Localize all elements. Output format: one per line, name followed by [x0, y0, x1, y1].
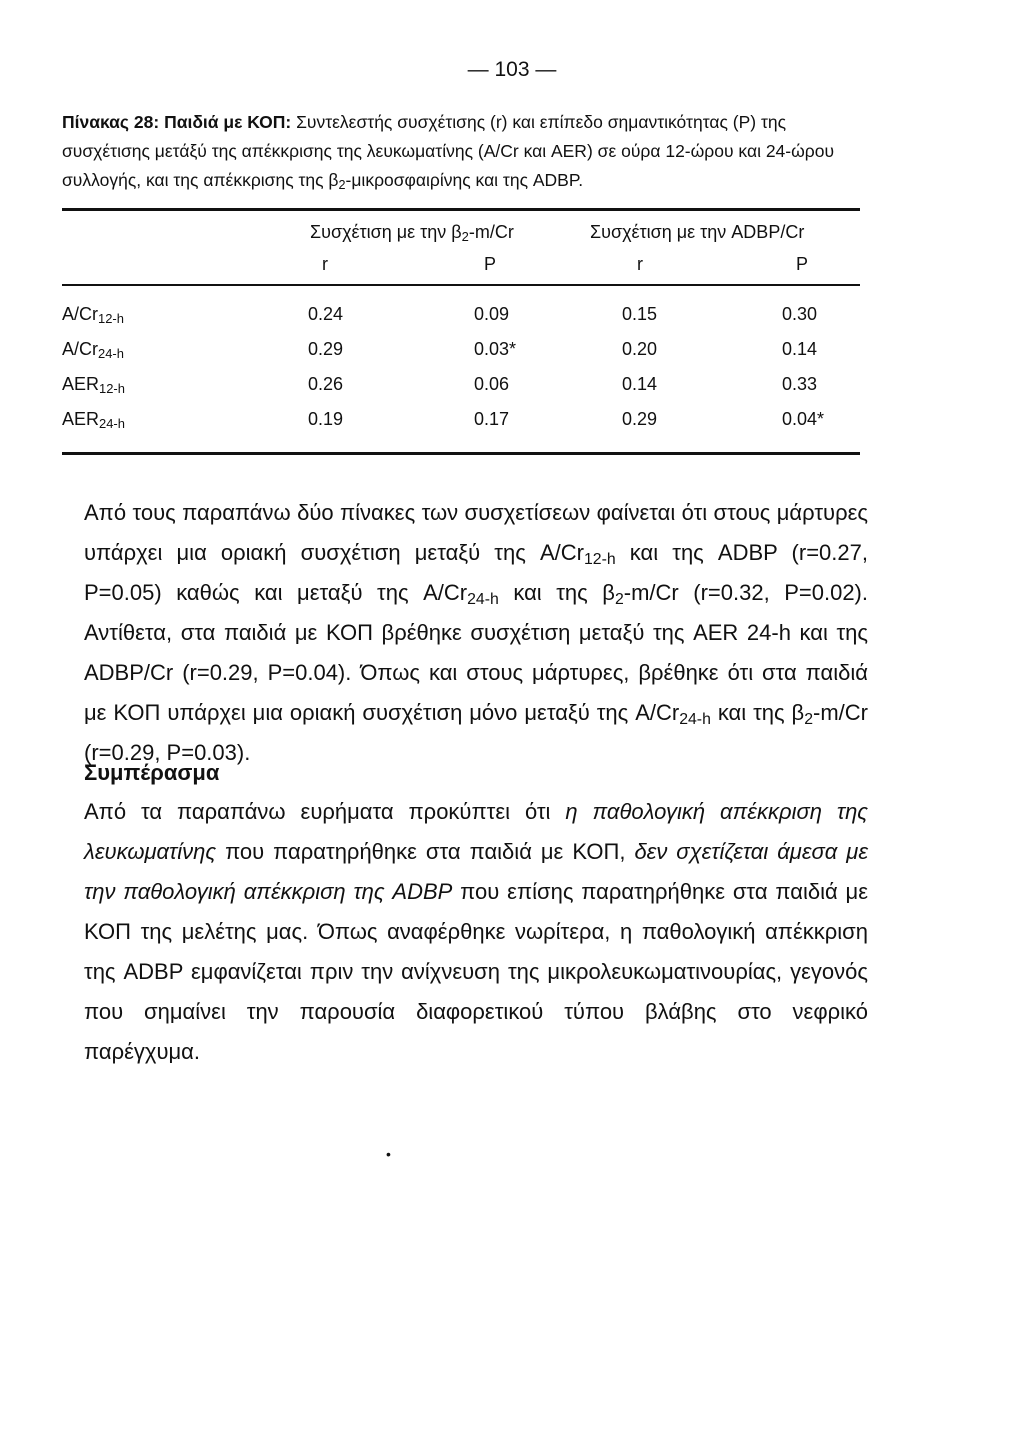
table-row: [62, 374, 860, 400]
header-group-adbp: Συσχέτιση με την ADBP/Cr: [590, 222, 805, 242]
cell-p-b2m: 0.17: [474, 409, 510, 429]
cell-p-b2m: 0.03*: [474, 339, 517, 359]
row-label: $A/Cr_{12-h}$: [62, 304, 124, 327]
table-bottom-rule: [62, 452, 860, 455]
header-group-b2m-sub: 2: [461, 229, 469, 245]
table-caption: [62, 108, 872, 195]
caption-text-end: -μικροσφαιρίνης και της ADBP.: [345, 170, 584, 190]
table-top-rule: [62, 208, 860, 211]
caption-text: Συντελεστής συσχέτισης (r) και επίπεδο σημαντικότητας (P) της συσχέτισης μετάξύ της απέκκρισης της λευκωματίνης (A/Cr και AER) σε ούρα 12-ώρου και 24-ώρου συλλογής, και της απέκκρισης της β: [62, 112, 835, 190]
cell-r-adbp: 0.15: [622, 304, 658, 324]
cell-p-adbp: 0.33: [782, 374, 818, 394]
caption-subscript: 2: [338, 178, 346, 193]
subheader-p-1: P: [483, 254, 496, 274]
table-row: [62, 304, 860, 330]
caption-subject: Παιδιά με ΚΟΠ:: [164, 112, 292, 132]
cell-p-b2m: 0.06: [474, 374, 510, 394]
caption-label: Πίνακας 28:: [62, 112, 160, 132]
subheader-r-2: r: [637, 254, 643, 274]
cell-r-adbp: 0.20: [622, 339, 658, 359]
row-label: $AER_{12-h}$: [62, 374, 125, 397]
cell-p-adbp: 0.14: [782, 339, 818, 359]
header-group-b2m-pre: Συσχέτιση με την β: [310, 222, 462, 242]
header-group-b2m: [310, 222, 514, 243]
cell-r-b2m: 0.19: [308, 409, 344, 429]
table-header-rule: [62, 284, 860, 286]
cell-r-b2m: 0.26: [308, 374, 344, 394]
subheader-r-1: r: [322, 254, 328, 274]
page-number: — 103 —: [467, 58, 557, 81]
cell-r-adbp: 0.29: [622, 409, 658, 429]
row-label: $A/Cr_{24-h}$: [62, 339, 124, 362]
cell-r-adbp: 0.14: [622, 374, 658, 394]
table-row: [62, 339, 860, 365]
cell-p-b2m: 0.09: [474, 304, 510, 324]
subheader-p-2: P: [795, 254, 808, 274]
cell-r-b2m: 0.29: [308, 339, 344, 359]
correlation-table: [62, 208, 860, 458]
table-row: [62, 409, 860, 435]
results-paragraph: Από τους παραπάνω δύο πίνακες των συσχετίσεων φαίνεται ότι στους μάρτυρες υπάρχει μια οριακή συσχέτιση μεταξύ της $A/Cr_{12-h}$ και της ADBP (r=0.27, P=0.05) καθώς και μεταξύ της $A/Cr_{24-h}$ και της $\beta_2-m/Cr$ (r=0.32, P=0.02). Αντίθετα, στα παιδιά με ΚΟΠ βρέθηκε συσχέτιση μεταξύ της AER 24-h και της ADBP/Cr (r=0.29, P=0.04). Όπως και στους μάρτυρες, βρέθηκε ότι στα παιδιά με ΚΟΠ υπάρχει μια οριακή συσχέτιση μόνο μεταξύ της $A/Cr_{24-h}$ και της $\beta_2-m/Cr$ (r=0.29, P=0.03).: [84, 500, 869, 765]
scan-speck: •: [386, 1146, 391, 1162]
cell-r-b2m: 0.24: [308, 304, 344, 324]
cell-p-adbp: 0.04*: [782, 409, 825, 429]
conclusion-heading: Συμπέρασμα: [84, 760, 220, 785]
conclusion-paragraph: Από τα παραπάνω ευρήματα προκύπτει ότι η παθολογική απέκκριση της λευκωματίνης που παρατηρήθηκε στα παιδιά με ΚΟΠ, δεν σχετίζεται άμεσα με την παθολογική απέκκριση της ADBP που επίσης παρατηρήθηκε στα παιδιά με ΚΟΠ της μελέτης μας. Όπως αναφέρθηκε νωρίτερα, η παθολογική απέκκριση της ADBP εμφανίζεται πριν την ανίχνευση της μικρολευκωματινουρίας, γεγονός που σημαίνει την παρουσία διαφορετικού τύπου βλάβης στο νεφρικό παρέγχυμα.: [84, 799, 869, 1064]
header-group-b2m-post: -m/Cr: [468, 222, 514, 242]
row-label: $AER_{24-h}$: [62, 409, 125, 432]
cell-p-adbp: 0.30: [782, 304, 818, 324]
